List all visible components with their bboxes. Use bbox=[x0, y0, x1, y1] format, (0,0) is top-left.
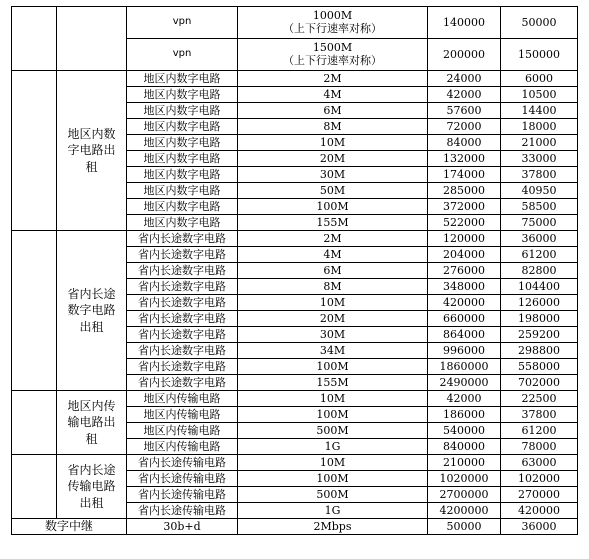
service-cell: 省内长途数字电路 bbox=[127, 359, 238, 375]
service-cell: 省内长途数字电路 bbox=[127, 263, 238, 279]
pricing-table-body bbox=[12, 7, 578, 71]
service-cell: 地区内数字电路 bbox=[127, 199, 238, 215]
bandwidth-cell: 100M bbox=[238, 471, 428, 487]
price-a-cell: 42000 bbox=[428, 391, 501, 407]
category-cell: 省内长途数字电路出租 bbox=[57, 231, 127, 391]
service-cell: 地区内数字电路 bbox=[127, 119, 238, 135]
price-b-cell: 10500 bbox=[501, 87, 578, 103]
price-a-cell: 840000 bbox=[428, 439, 501, 455]
service-cell: 省内长途数字电路 bbox=[127, 247, 238, 263]
bandwidth-cell: 155M bbox=[238, 375, 428, 391]
price-a-cell: 84000 bbox=[428, 135, 501, 151]
bandwidth-cell: 2M bbox=[238, 71, 428, 87]
bandwidth-cell: 50M bbox=[238, 183, 428, 199]
price-a-cell: 140000 bbox=[428, 7, 501, 39]
price-b-cell: 298800 bbox=[501, 343, 578, 359]
price-a-cell: 200000 bbox=[428, 39, 501, 71]
service-cell: 地区内传输电路 bbox=[127, 407, 238, 423]
bandwidth-cell: 6M bbox=[238, 263, 428, 279]
price-b-cell: 58500 bbox=[501, 199, 578, 215]
price-b-cell: 558000 bbox=[501, 359, 578, 375]
price-b-cell: 40950 bbox=[501, 183, 578, 199]
bandwidth-cell: 20M bbox=[238, 311, 428, 327]
bandwidth-cell: 6M bbox=[238, 103, 428, 119]
blank-cell bbox=[12, 7, 57, 71]
bandwidth-cell: 500M bbox=[238, 423, 428, 439]
price-a-cell: 540000 bbox=[428, 423, 501, 439]
blank-cell bbox=[12, 71, 57, 231]
blank-cell bbox=[12, 231, 57, 391]
price-a-cell: 996000 bbox=[428, 343, 501, 359]
price-b-cell: 14400 bbox=[501, 103, 578, 119]
price-a-cell: 2700000 bbox=[428, 487, 501, 503]
bandwidth-cell: 100M bbox=[238, 407, 428, 423]
service-cell: 省内长途传输电路 bbox=[127, 503, 238, 519]
price-b-cell: 198000 bbox=[501, 311, 578, 327]
service-cell: 省内长途数字电路 bbox=[127, 327, 238, 343]
bandwidth-cell: 4M bbox=[238, 247, 428, 263]
service-cell: 省内长途数字电路 bbox=[127, 311, 238, 327]
bandwidth-cell: 34M bbox=[238, 343, 428, 359]
bandwidth-cell: 100M bbox=[238, 199, 428, 215]
price-b-cell: 150000 bbox=[501, 39, 578, 71]
bandwidth-cell: 1500M （上下行速率对称） bbox=[238, 39, 428, 71]
price-b-cell: 33000 bbox=[501, 151, 578, 167]
price-a-cell: 276000 bbox=[428, 263, 501, 279]
category-cell: 地区内传输电路出租 bbox=[57, 391, 127, 455]
category-cell: 省内长途传输电路出租 bbox=[57, 455, 127, 519]
price-b-cell: 420000 bbox=[501, 503, 578, 519]
bandwidth-cell: 30M bbox=[238, 167, 428, 183]
service-cell: 地区内数字电路 bbox=[127, 135, 238, 151]
price-b-cell: 6000 bbox=[501, 71, 578, 87]
trunk-section bbox=[12, 519, 578, 535]
bandwidth-cell: 10M bbox=[238, 295, 428, 311]
bandwidth-cell: 10M bbox=[238, 455, 428, 471]
price-a-cell: 660000 bbox=[428, 311, 501, 327]
bandwidth-cell: 1G bbox=[238, 503, 428, 519]
price-b-cell: 50000 bbox=[501, 7, 578, 39]
blank-cell bbox=[12, 391, 57, 455]
price-b-cell: 126000 bbox=[501, 295, 578, 311]
service-cell: 地区内传输电路 bbox=[127, 423, 238, 439]
price-b-cell: 82800 bbox=[501, 263, 578, 279]
category-cell: 数字中继 bbox=[12, 519, 127, 535]
price-b-cell: 78000 bbox=[501, 439, 578, 455]
bandwidth-cell: 2Mbps bbox=[238, 519, 428, 535]
price-a-cell: 522000 bbox=[428, 215, 501, 231]
service-cell: 省内长途数字电路 bbox=[127, 279, 238, 295]
table-row bbox=[12, 391, 578, 407]
price-a-cell: 120000 bbox=[428, 231, 501, 247]
price-a-cell: 372000 bbox=[428, 199, 501, 215]
price-b-cell: 18000 bbox=[501, 119, 578, 135]
bandwidth-cell: 8M bbox=[238, 119, 428, 135]
bandwidth-cell: 30M bbox=[238, 327, 428, 343]
service-cell: 地区内数字电路 bbox=[127, 167, 238, 183]
price-b-cell: 702000 bbox=[501, 375, 578, 391]
price-a-cell: 210000 bbox=[428, 455, 501, 471]
price-b-cell: 259200 bbox=[501, 327, 578, 343]
price-a-cell: 42000 bbox=[428, 87, 501, 103]
bandwidth-cell: 4M bbox=[238, 87, 428, 103]
category-cell: 地区内数字电路出租 bbox=[57, 71, 127, 231]
service-cell: 省内长途数字电路 bbox=[127, 295, 238, 311]
price-a-cell: 174000 bbox=[428, 167, 501, 183]
service-cell: 省内长途传输电路 bbox=[127, 487, 238, 503]
blank-cell bbox=[57, 7, 127, 71]
service-cell: 省内长途数字电路 bbox=[127, 375, 238, 391]
price-b-cell: 75000 bbox=[501, 215, 578, 231]
bandwidth-cell: 1000M （上下行速率对称） bbox=[238, 7, 428, 39]
pricing-table bbox=[11, 6, 578, 535]
service-cell: 省内长途数字电路 bbox=[127, 231, 238, 247]
bandwidth-cell: 10M bbox=[238, 391, 428, 407]
price-b-cell: 61200 bbox=[501, 423, 578, 439]
price-b-cell: 21000 bbox=[501, 135, 578, 151]
price-a-cell: 420000 bbox=[428, 295, 501, 311]
table-row bbox=[12, 231, 578, 247]
service-cell: 地区内数字电路 bbox=[127, 87, 238, 103]
price-a-cell: 1860000 bbox=[428, 359, 501, 375]
table-row-trunk bbox=[12, 519, 578, 535]
table-row bbox=[12, 455, 578, 471]
service-cell: 地区内数字电路 bbox=[127, 183, 238, 199]
price-b-cell: 63000 bbox=[501, 455, 578, 471]
price-b-cell: 37800 bbox=[501, 167, 578, 183]
price-b-cell: 61200 bbox=[501, 247, 578, 263]
bandwidth-cell: 500M bbox=[238, 487, 428, 503]
service-cell: 省内长途传输电路 bbox=[127, 455, 238, 471]
price-a-cell: 1020000 bbox=[428, 471, 501, 487]
service-cell: 地区内数字电路 bbox=[127, 71, 238, 87]
price-a-cell: 285000 bbox=[428, 183, 501, 199]
price-a-cell: 50000 bbox=[428, 519, 501, 535]
price-a-cell: 204000 bbox=[428, 247, 501, 263]
price-a-cell: 24000 bbox=[428, 71, 501, 87]
bandwidth-cell: 155M bbox=[238, 215, 428, 231]
price-a-cell: 864000 bbox=[428, 327, 501, 343]
price-a-cell: 72000 bbox=[428, 119, 501, 135]
price-b-cell: 102000 bbox=[501, 471, 578, 487]
price-b-cell: 37800 bbox=[501, 407, 578, 423]
price-b-cell: 36000 bbox=[501, 231, 578, 247]
category-groups bbox=[12, 71, 578, 519]
bandwidth-cell: 1G bbox=[238, 439, 428, 455]
table-row-vpn-1000m bbox=[12, 7, 578, 39]
price-b-cell: 22500 bbox=[501, 391, 578, 407]
bandwidth-cell: 8M bbox=[238, 279, 428, 295]
service-cell: vpn bbox=[127, 7, 238, 39]
table-row bbox=[12, 71, 578, 87]
price-b-cell: 36000 bbox=[501, 519, 578, 535]
blank-cell bbox=[12, 455, 57, 519]
service-cell: 地区内数字电路 bbox=[127, 215, 238, 231]
service-cell: vpn bbox=[127, 39, 238, 71]
service-cell: 地区内数字电路 bbox=[127, 103, 238, 119]
bandwidth-cell: 2M bbox=[238, 231, 428, 247]
price-b-cell: 104400 bbox=[501, 279, 578, 295]
service-cell: 地区内传输电路 bbox=[127, 391, 238, 407]
price-a-cell: 348000 bbox=[428, 279, 501, 295]
service-cell: 30b+d bbox=[127, 519, 238, 535]
price-b-cell: 270000 bbox=[501, 487, 578, 503]
price-a-cell: 4200000 bbox=[428, 503, 501, 519]
bandwidth-cell: 20M bbox=[238, 151, 428, 167]
bandwidth-cell: 100M bbox=[238, 359, 428, 375]
bandwidth-cell: 10M bbox=[238, 135, 428, 151]
price-a-cell: 57600 bbox=[428, 103, 501, 119]
service-cell: 地区内传输电路 bbox=[127, 439, 238, 455]
price-a-cell: 132000 bbox=[428, 151, 501, 167]
price-a-cell: 2490000 bbox=[428, 375, 501, 391]
price-a-cell: 186000 bbox=[428, 407, 501, 423]
service-cell: 地区内数字电路 bbox=[127, 151, 238, 167]
service-cell: 省内长途数字电路 bbox=[127, 343, 238, 359]
service-cell: 省内长途传输电路 bbox=[127, 471, 238, 487]
